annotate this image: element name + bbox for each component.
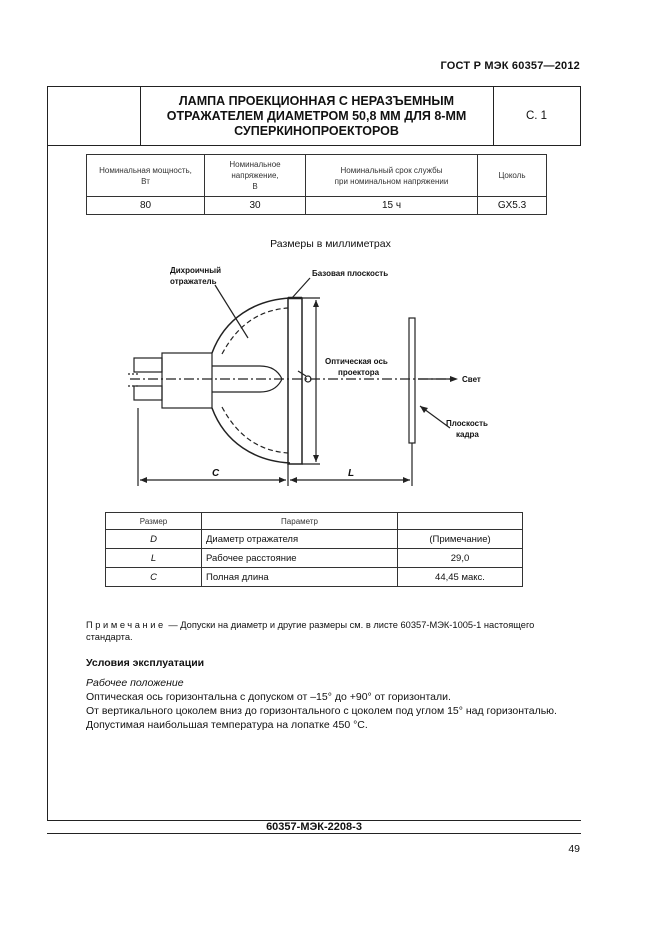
label-light: Свет bbox=[462, 375, 481, 384]
title-line-3: СУПЕРКИНОПРОЕКТОРОВ bbox=[234, 123, 399, 138]
param-header-size: Размер bbox=[106, 513, 202, 530]
param-value: 29,0 bbox=[398, 549, 523, 568]
arrow-l-left bbox=[290, 477, 297, 483]
label-dimension-c: C bbox=[212, 468, 220, 479]
param-symbol: D bbox=[106, 530, 202, 549]
condition-line-2: От вертикального цоколем вниз до горизонтального с цоколем под углом 15° над горизонталью. bbox=[86, 705, 557, 717]
param-value: (Примечание) bbox=[398, 530, 523, 549]
arrow-c-right bbox=[279, 477, 286, 483]
sheet-code-footer: 60357-МЭК-2208-3 bbox=[47, 820, 581, 834]
param-name: Полная длина bbox=[202, 568, 398, 587]
param-name: Диаметр отражателя bbox=[202, 530, 398, 549]
spec-table bbox=[86, 154, 547, 215]
table-row bbox=[106, 568, 523, 587]
spec-value-power: 80 bbox=[87, 197, 205, 215]
parameter-table-header bbox=[106, 513, 523, 530]
arrow-d-top bbox=[313, 300, 319, 307]
front-glass bbox=[288, 298, 302, 464]
spec-header-voltage: Номинальное напряжение, В bbox=[205, 155, 306, 197]
conditions-heading: Условия эксплуатации bbox=[86, 657, 205, 669]
spec-value-base: GX5.3 bbox=[478, 197, 547, 215]
condition-line-3: Допустимая наибольшая температура на лопатке 450 °С. bbox=[86, 719, 368, 731]
lamp-pin-lower bbox=[134, 386, 162, 400]
arrow-d-bottom bbox=[313, 455, 319, 462]
base-plane-leader bbox=[292, 278, 310, 298]
page-number: 49 bbox=[568, 843, 580, 855]
light-arrow bbox=[450, 376, 458, 382]
label-base-plane: Базовая плоскость bbox=[312, 269, 389, 278]
arrow-l-right bbox=[403, 477, 410, 483]
lamp-drawing bbox=[120, 258, 540, 488]
spec-value-voltage: 30 bbox=[205, 197, 306, 215]
reflector-inner bbox=[222, 308, 288, 453]
title-block bbox=[47, 86, 581, 146]
title-line-2: ОТРАЖАТЕЛЕМ ДИАМЕТРОМ 50,8 ММ ДЛЯ 8-ММ bbox=[166, 108, 467, 123]
spec-header-lifetime: Номинальный срок службы при номинальном напряжении bbox=[306, 155, 478, 197]
reflector-outer bbox=[212, 298, 290, 463]
document-title bbox=[140, 87, 494, 145]
standard-number: ГОСТ Р МЭК 60357—2012 bbox=[440, 60, 580, 72]
lamp-pin-upper bbox=[134, 358, 162, 372]
note-label: Примечание bbox=[86, 620, 166, 630]
title-block-blank-cell bbox=[48, 87, 141, 145]
spec-table-value-row bbox=[87, 197, 547, 215]
param-header-value bbox=[398, 513, 523, 530]
reflector-leader bbox=[215, 285, 248, 338]
label-dimension-l: L bbox=[348, 468, 355, 479]
table-row bbox=[106, 530, 523, 549]
note bbox=[86, 619, 581, 643]
label-reflector-2: отражатель bbox=[170, 277, 217, 286]
param-symbol: C bbox=[106, 568, 202, 587]
dimensions-caption: Размеры в миллиметрах bbox=[270, 238, 391, 250]
label-frame-plane-2: кадра bbox=[456, 430, 479, 439]
param-header-parameter: Параметр bbox=[202, 513, 398, 530]
parameter-table bbox=[105, 512, 523, 587]
label-reflector-1: Дихроичный bbox=[170, 266, 221, 275]
spec-header-power: Номинальная мощность, Вт bbox=[87, 155, 205, 197]
param-symbol: L bbox=[106, 549, 202, 568]
spec-table-header-row bbox=[87, 155, 547, 197]
spec-value-lifetime: 15 ч bbox=[306, 197, 478, 215]
arrow-c-left bbox=[140, 477, 147, 483]
lamp-base-block bbox=[162, 353, 212, 408]
param-name: Рабочее расстояние bbox=[202, 549, 398, 568]
table-row bbox=[106, 549, 523, 568]
condition-line-1: Оптическая ось горизонтальна с допуском от –15° до +90° от горизонтали. bbox=[86, 691, 451, 703]
label-optical-axis-2: проектора bbox=[338, 368, 380, 377]
sheet-number: С. 1 bbox=[525, 110, 548, 122]
spec-header-base: Цоколь bbox=[478, 155, 547, 197]
label-frame-plane-1: Плоскость bbox=[446, 419, 488, 428]
working-position-heading: Рабочее положение bbox=[86, 677, 184, 689]
frame-plane bbox=[409, 318, 415, 443]
label-optical-axis-1: Оптическая ось bbox=[325, 357, 388, 366]
frame-plane-arrow bbox=[420, 406, 428, 413]
param-value: 44,45 макс. bbox=[398, 568, 523, 587]
title-line-1: ЛАМПА ПРОЕКЦИОННАЯ С НЕРАЗЪЕМНЫМ bbox=[178, 93, 455, 108]
note-text: — Допуски на диаметр и другие размеры см. в листе 60357-МЭК-1005-1 настоящего стандарта. bbox=[86, 620, 535, 642]
